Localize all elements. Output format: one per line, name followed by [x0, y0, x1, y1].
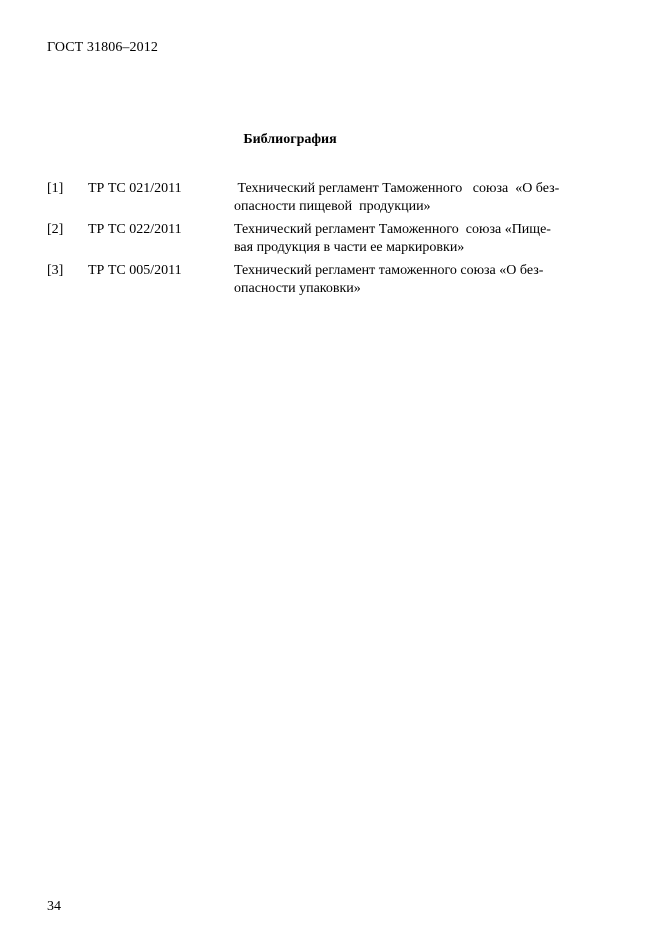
page-number: 34 [47, 899, 61, 914]
entry-number: [2] [47, 222, 64, 237]
entry-text-line: опасности упаковки» [234, 281, 361, 296]
entry-text-line: Технический регламент Таможенного союза «О без- [234, 181, 560, 196]
bibliography-entry [47, 262, 607, 298]
entry-text-line: опасности пищевой продукции» [234, 199, 431, 214]
entry-code: ТР ТС 021/2011 [88, 181, 182, 196]
entry-number: [3] [47, 263, 64, 278]
entry-text [234, 180, 604, 216]
entry-text [234, 262, 604, 298]
section-title: Библиография [243, 132, 337, 147]
entry-text [234, 221, 604, 257]
bibliography-list [47, 180, 607, 303]
entry-code: ТР ТС 005/2011 [88, 263, 182, 278]
document-header: ГОСТ 31806–2012 [47, 40, 158, 55]
entry-text-line: Технический регламент Таможенного союза «Пище- [234, 222, 551, 237]
entry-code: ТР ТС 022/2011 [88, 222, 182, 237]
entry-number: [1] [47, 181, 64, 196]
entry-text-line: Технический регламент таможенного союза «О без- [234, 263, 544, 278]
bibliography-entry [47, 180, 607, 216]
entry-text-line: вая продукция в части ее маркировки» [234, 240, 465, 255]
bibliography-entry [47, 221, 607, 257]
